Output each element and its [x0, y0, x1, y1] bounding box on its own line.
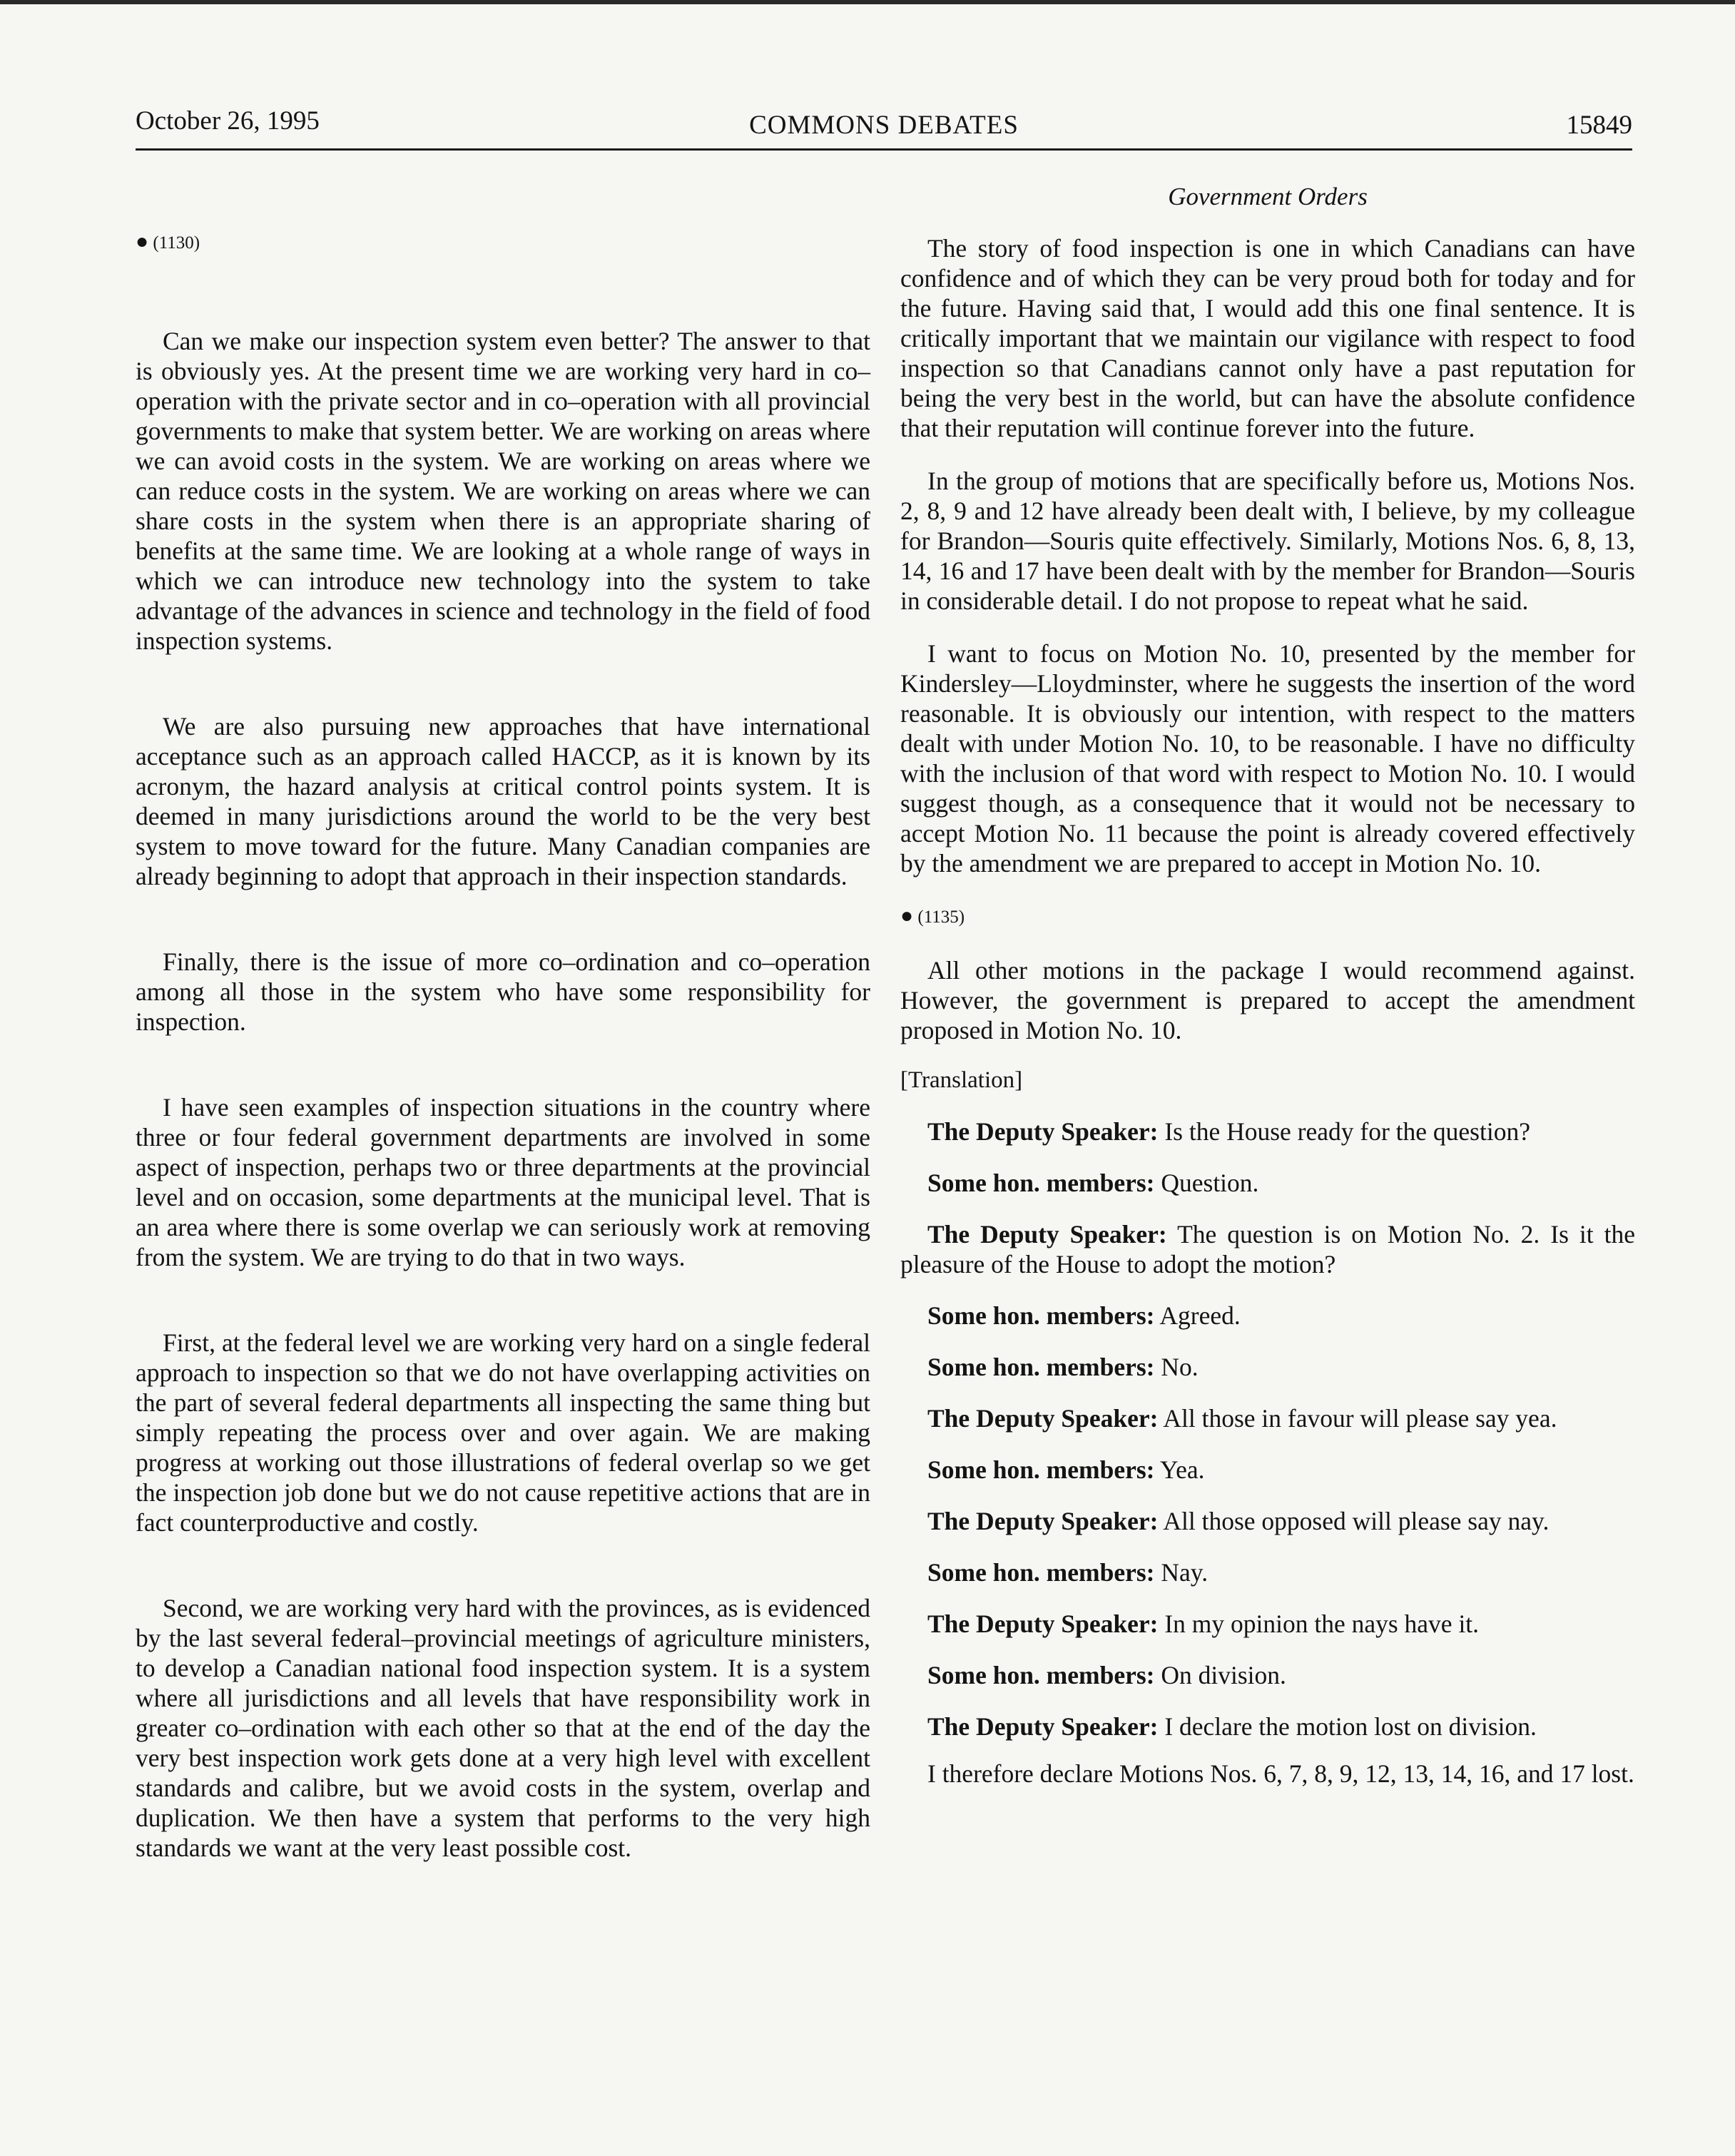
exchange-line — [900, 1660, 1635, 1690]
speech: Question. — [1161, 1169, 1259, 1197]
paragraph: Can we make our inspection system even better? The answer to that is obviously yes. At the present time we are working very hard in co–operation with the private sector and in co–operation with all provincial governments to make that system better. We are working on areas where we can avoid costs in the system. We are working on areas where we can reduce costs in the system. We are working on areas where we can share costs in the system when there is an appropriate sharing of benefits at the same time. We are looking at a whole range of ways in which we can introduce new technology into the system to take advantage of the advances in science and technology in the field of food inspection systems. — [136, 327, 870, 655]
speaker: The Deputy Speaker: — [927, 1610, 1159, 1638]
time-stamp-text: (1130) — [153, 233, 200, 253]
speaker: Some hon. members: — [927, 1301, 1155, 1330]
speech: The question is on Motion No. 2. Is it the pleasure of the House to adopt the motion? — [900, 1220, 1635, 1278]
exchange-line — [900, 1506, 1635, 1536]
paragraph: Finally, there is the issue of more co–ordination and co–operation among all those in the system who have some responsibility for inspection. — [136, 947, 870, 1036]
speech: Nay. — [1161, 1558, 1209, 1587]
paragraph: All other motions in the package I would recommend against. However, the government is prepared to accept the amendment proposed in Motion No. 10. — [900, 956, 1635, 1044]
speech: Is the House ready for the question? — [1164, 1117, 1530, 1146]
time-stamp-text: (1135) — [917, 907, 965, 927]
bullet-icon: ● — [900, 904, 914, 927]
page-top-edge — [0, 0, 1735, 4]
speech: No. — [1161, 1353, 1199, 1381]
paragraph: The story of food inspection is one in which Canadians can have confidence and of which they can be very proud both for today and for the future. Having said that, I would add this one final sentence. It is critically important that we maintain our vigilance with respect to food inspection so that Canadians cannot only have a past reputation for being the very best in the world, but can have the absolute confidence that their reputation will continue forever into the future. — [900, 234, 1635, 442]
exchange-line — [900, 1117, 1635, 1146]
speaker: The Deputy Speaker: — [927, 1117, 1159, 1146]
speaker: Some hon. members: — [927, 1353, 1155, 1381]
speech: On division. — [1161, 1661, 1286, 1689]
exchange-line — [900, 1168, 1635, 1198]
closing-paragraph: I therefore declare Motions Nos. 6, 7, 8, 9, 12, 13, 14, 16, and 17 lost. — [927, 1759, 1634, 1788]
speaker: Some hon. members: — [927, 1558, 1155, 1587]
paragraph: Second, we are working very hard with the provinces, as is evidenced by the last several federal–provincial meetings of agriculture ministers, to develop a Canadian national food inspection system. It is a system where all jurisdictions and all levels that have responsibility work in greater co–ordination with each other so that at the end of the day the very best inspection work gets done at a very high level with excellent standards and calibre, but we avoid costs in the system, overlap and duplication. We then have a system that performs to the very high standards we want at the very least possible cost. — [136, 1594, 870, 1862]
exchange-line — [900, 1557, 1635, 1587]
section-heading: Government Orders — [1168, 183, 1368, 210]
speaker: Some hon. members: — [927, 1661, 1155, 1689]
speaker: The Deputy Speaker: — [927, 1220, 1167, 1249]
speech: I declare the motion lost on division. — [1164, 1712, 1537, 1741]
speaker: The Deputy Speaker: — [927, 1712, 1159, 1741]
translation-label: [Translation] — [900, 1067, 1023, 1093]
header-rule — [136, 148, 1632, 151]
exchange-line — [900, 1403, 1635, 1433]
exchange-line — [900, 1609, 1635, 1639]
page-header — [136, 106, 1632, 147]
time-stamp — [900, 901, 1635, 932]
bullet-icon: ● — [136, 230, 149, 253]
speech: All those in favour will please say yea. — [1163, 1404, 1557, 1433]
header-title: COMMONS DEBATES — [749, 111, 1019, 140]
paragraph: We are also pursuing new approaches that have international acceptance such as an approach called HACCP, as it is known by its acronym, the hazard analysis at critical control points system. It is deemed in many jurisdictions around the world to be the very best system to move toward for the future. Many Canadian companies are already beginning to adopt that approach in their inspection standards. — [136, 712, 870, 890]
paragraph: First, at the federal level we are working very hard on a single federal approach to inspection so that we do not have overlapping activities on the part of several federal departments all inspecting the same thing but simply repeating the process over and over again. We are making progress at working out those illustrations of federal overlap so we get the inspection job done but we do not cause repetitive actions that are in fact counterproductive and costly. — [136, 1328, 870, 1537]
paragraph: In the group of motions that are specifically before us, Motions Nos. 2, 8, 9 and 12 have already been dealt with, I believe, by my colleague for Brandon—Souris quite effectively. Similarly, Motions Nos. 6, 8, 13, 14, 16 and 17 have been dealt with by the member for Brandon—Souris in considerable detail. I do not propose to repeat what he said. — [900, 467, 1635, 615]
paragraph: I have seen examples of inspection situations in the country where three or four federal government departments are involved in some aspect of inspection, perhaps two or three departments at the provincial level and on occasion, some departments at the municipal level. That is an area where there is some overlap we can seriously work at removing from the system. We are trying to do that in two ways. — [136, 1093, 870, 1271]
left-column — [136, 227, 870, 1863]
exchange-line — [900, 1455, 1635, 1485]
time-stamp — [136, 227, 870, 258]
speech: All those opposed will please say nay. — [1163, 1507, 1550, 1535]
header-page-number: 15849 — [1566, 111, 1632, 140]
paragraph: I want to focus on Motion No. 10, presented by the member for Kindersley—Lloydminster, where he suggests the insertion of the word reasonable. It is obviously our intention, with respect to the matters dealt with under Motion No. 10, to be reasonable. I have no difficulty with the inclusion of that word with respect to Motion No. 10. I would suggest though, as a consequence that it would not be necessary to accept Motion No. 11 because the point is already covered effectively by the amendment we are prepared to accept in Motion No. 10. — [900, 639, 1635, 878]
exchange-line — [900, 1712, 1635, 1741]
exchange-line — [900, 1219, 1635, 1279]
speaker: The Deputy Speaker: — [927, 1507, 1159, 1535]
speech: In my opinion the nays have it. — [1164, 1610, 1480, 1638]
header-date: October 26, 1995 — [136, 106, 320, 136]
speech: Agreed. — [1159, 1301, 1241, 1330]
exchange-line — [900, 1352, 1635, 1382]
speaker: The Deputy Speaker: — [927, 1404, 1159, 1433]
speaker: Some hon. members: — [927, 1455, 1155, 1484]
speech: Yea. — [1160, 1455, 1205, 1484]
exchange-line — [900, 1301, 1635, 1331]
right-column — [900, 182, 1635, 1789]
speaker: Some hon. members: — [927, 1169, 1155, 1197]
